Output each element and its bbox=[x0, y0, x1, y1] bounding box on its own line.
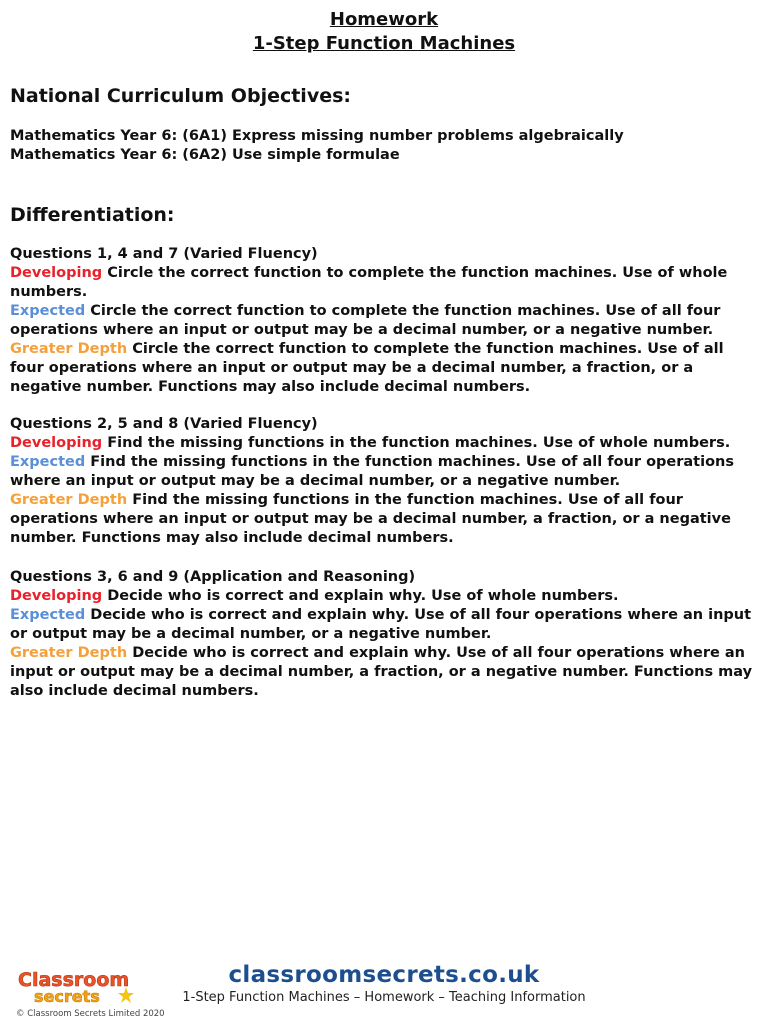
greater-depth-text: Find the missing functions in the function machines. Use of all four operations where an input or output may be a decimal number, a fraction, or a negative number. Functions may also include decimal numbers. bbox=[10, 492, 731, 546]
developing-label: Developing bbox=[10, 435, 103, 451]
expected-paragraph bbox=[10, 453, 762, 491]
objective-item: Mathematics Year 6: (6A2) Use simple formulae bbox=[10, 147, 400, 163]
footer-url[interactable]: classroomsecrets.co.uk bbox=[228, 962, 540, 988]
developing-text: Decide who is correct and explain why. Use of whole numbers. bbox=[107, 588, 619, 604]
classroom-secrets-logo bbox=[14, 966, 144, 1006]
section-title: Questions 2, 5 and 8 (Varied Fluency) bbox=[10, 416, 318, 432]
greater-depth-paragraph bbox=[10, 340, 762, 397]
greater-depth-text: Decide who is correct and explain why. Use of all four operations where an input or output may be a decimal number, a fraction, or a negative number. Functions may also include decimal numbers. bbox=[10, 645, 753, 699]
logo-line-1: Classroom bbox=[18, 969, 130, 991]
greater-depth-label: Greater Depth bbox=[10, 645, 128, 661]
differentiation-section-1 bbox=[10, 245, 762, 397]
differentiation-section-3 bbox=[10, 568, 762, 701]
objectives-heading: National Curriculum Objectives: bbox=[10, 85, 351, 107]
expected-text: Circle the correct function to complete the function machines. Use of all four operations where an input or output may be a decimal number, or a negative number. bbox=[10, 303, 721, 338]
expected-text: Decide who is correct and explain why. Use of all four operations where an input or output may be a decimal number, or a negative number. bbox=[10, 607, 752, 642]
logo-line-2: secrets bbox=[34, 987, 100, 1006]
expected-paragraph bbox=[10, 606, 762, 644]
section-title: Questions 1, 4 and 7 (Varied Fluency) bbox=[10, 246, 318, 262]
expected-text: Find the missing functions in the function machines. Use of all four operations where an input or output may be a decimal number, or a negative number. bbox=[10, 454, 735, 489]
greater-depth-label: Greater Depth bbox=[10, 341, 128, 357]
differentiation-section-2 bbox=[10, 415, 762, 548]
objectives-list bbox=[10, 127, 624, 165]
developing-paragraph bbox=[10, 264, 762, 302]
objective-item: Mathematics Year 6: (6A1) Express missing number problems algebraically bbox=[10, 128, 624, 144]
differentiation-heading: Differentiation: bbox=[10, 204, 175, 226]
greater-depth-paragraph bbox=[10, 644, 762, 701]
section-title: Questions 3, 6 and 9 (Application and Reasoning) bbox=[10, 569, 416, 585]
page-subtitle: 1-Step Function Machines bbox=[252, 33, 516, 54]
greater-depth-label: Greater Depth bbox=[10, 492, 128, 508]
title-block bbox=[0, 8, 768, 56]
footer-subtitle: 1-Step Function Machines – Homework – Teaching Information bbox=[182, 990, 586, 1005]
greater-depth-paragraph bbox=[10, 491, 762, 548]
page-title: Homework bbox=[329, 9, 439, 30]
expected-label: Expected bbox=[10, 454, 86, 470]
developing-text: Circle the correct function to complete the function machines. Use of whole numbers. bbox=[10, 265, 728, 300]
expected-label: Expected bbox=[10, 607, 86, 623]
expected-label: Expected bbox=[10, 303, 86, 319]
footer-copyright: © Classroom Secrets Limited 2020 bbox=[16, 1009, 165, 1019]
developing-text: Find the missing functions in the function machines. Use of whole numbers. bbox=[107, 435, 731, 451]
developing-label: Developing bbox=[10, 265, 103, 281]
developing-label: Developing bbox=[10, 588, 103, 604]
developing-paragraph bbox=[10, 587, 762, 606]
greater-depth-text: Circle the correct function to complete the function machines. Use of all four operations where an input or output may be a decimal number, a fraction, or a negative number. Functions may also include decimal numbers. bbox=[10, 341, 724, 395]
developing-paragraph bbox=[10, 434, 762, 453]
expected-paragraph bbox=[10, 302, 762, 340]
